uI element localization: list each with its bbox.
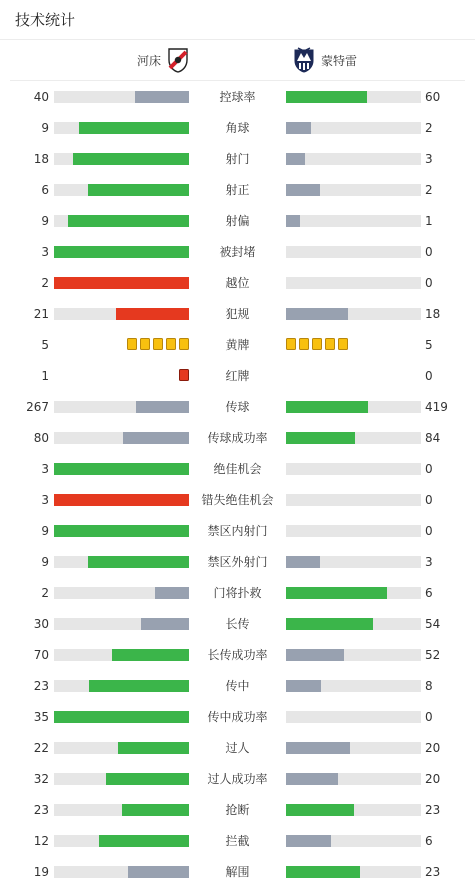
home-stat-value: 21 [33,307,49,321]
stat-row [0,144,475,175]
away-stat-value: 2 [425,121,433,135]
stat-label: 长传成功率 [207,648,268,662]
home-stat-value: 40 [33,90,49,104]
home-yellow-cards [127,338,189,352]
home-stat-value: 267 [26,400,49,414]
away-stat-bar [286,556,421,568]
home-stat-bar-fill [89,680,189,692]
away-stat-value: 18 [425,307,441,321]
away-stat-value: 54 [425,617,441,631]
stat-label: 禁区外射门 [207,555,268,569]
home-stat-value: 23 [33,803,49,817]
away-stat-bar [286,215,421,227]
stat-row [0,609,475,640]
home-stat-bar [54,649,189,661]
home-stat-value: 18 [33,152,49,166]
away-stat-value: 1 [425,214,433,228]
away-stat-value: 419 [425,400,448,414]
away-stat-bar-fill [286,432,355,444]
home-stat-value: 1 [41,369,49,383]
away-yellow-cards [286,338,348,352]
away-stat-bar-fill [286,866,360,878]
stat-row [0,299,475,330]
yellow-card-icon [166,338,176,350]
home-stat-bar-fill [155,587,189,599]
away-stat-value: 2 [425,183,433,197]
home-stat-value: 32 [33,772,49,786]
home-stat-bar-fill [128,866,189,878]
stat-row [0,764,475,795]
away-stat-value: 52 [425,648,441,662]
stat-row [0,547,475,578]
home-stat-bar-fill [54,711,189,723]
yellow-card-icon [286,338,296,350]
away-stat-bar [286,525,421,537]
home-stat-value: 9 [41,121,49,135]
home-team-name: 河床 [137,53,162,68]
away-stat-bar [286,587,421,599]
home-stat-bar [54,680,189,692]
away-team-name: 蒙特雷 [321,53,358,68]
home-stat-bar-fill [88,184,189,196]
stat-row [0,361,475,392]
home-stat-value: 9 [41,214,49,228]
away-stat-bar [286,711,421,723]
home-stat-bar-fill [136,401,189,413]
home-stat-value: 2 [41,586,49,600]
away-stat-bar [286,618,421,630]
home-stat-bar-fill [116,308,189,320]
home-stat-value: 19 [33,865,49,879]
stat-row [0,795,475,826]
home-stat-value: 35 [33,710,49,724]
home-stat-bar-fill [54,463,189,475]
yellow-card-icon [179,338,189,350]
home-stat-bar-fill [68,215,190,227]
away-stat-bar [286,246,421,258]
stat-label: 抢断 [225,803,250,817]
away-stat-value: 20 [425,772,441,786]
away-stat-value: 6 [425,834,433,848]
teams-row [10,40,465,81]
home-stat-value: 6 [41,183,49,197]
home-team[interactable] [137,40,189,80]
home-stat-bar [54,184,189,196]
stat-label: 控球率 [219,90,256,104]
away-stat-bar-fill [286,649,344,661]
stat-row [0,206,475,237]
yellow-card-icon [127,338,137,350]
away-stat-bar-fill [286,742,350,754]
home-stat-bar [54,153,189,165]
away-stat-bar-fill [286,215,300,227]
away-stat-value: 6 [425,586,433,600]
home-stat-value: 3 [41,245,49,259]
home-stat-bar [54,525,189,537]
home-stat-bar [54,866,189,878]
home-stat-bar [54,711,189,723]
page-title: 技术统计 [15,11,76,29]
away-stat-value: 0 [425,276,433,290]
home-stat-value: 5 [41,338,49,352]
home-stat-value: 9 [41,555,49,569]
home-stat-bar-fill [141,618,189,630]
red-card-icon [179,369,189,381]
stat-row [0,237,475,268]
stat-label: 红牌 [225,369,250,383]
stat-label: 过人 [225,741,250,755]
away-stat-bar [286,432,421,444]
away-stat-bar [286,649,421,661]
away-stat-bar-fill [286,184,320,196]
away-stat-bar [286,773,421,785]
stat-label: 犯规 [225,307,250,321]
home-stat-bar [54,804,189,816]
home-stat-bar-fill [54,494,189,506]
away-stat-value: 0 [425,462,433,476]
stat-row [0,671,475,702]
stat-row [0,826,475,857]
home-stat-bar-fill [106,773,189,785]
home-stat-bar-fill [54,525,189,537]
home-red-cards [179,369,189,383]
yellow-card-icon [338,338,348,350]
stat-label: 角球 [225,121,250,135]
away-stat-bar [286,463,421,475]
home-stat-bar-fill [122,804,190,816]
away-stat-value: 3 [425,152,433,166]
stat-row [0,857,475,888]
home-stat-bar [54,91,189,103]
stat-label: 拦截 [225,834,250,848]
away-stat-bar-fill [286,308,348,320]
home-stat-value: 80 [33,431,49,445]
home-stat-value: 12 [33,834,49,848]
stat-row [0,423,475,454]
away-stat-value: 60 [425,90,441,104]
away-stat-bar [286,742,421,754]
away-stat-value: 0 [425,245,433,259]
stat-row [0,702,475,733]
stat-row [0,454,475,485]
home-stat-bar-fill [112,649,189,661]
home-stat-bar [54,246,189,258]
stats-header [0,0,475,40]
away-stat-value: 20 [425,741,441,755]
away-stat-value: 0 [425,493,433,507]
home-stat-value: 23 [33,679,49,693]
away-stat-bar [286,153,421,165]
home-stat-value: 70 [33,648,49,662]
home-stat-bar [54,463,189,475]
home-stat-bar-fill [88,556,189,568]
away-stat-bar [286,866,421,878]
away-stat-bar [286,494,421,506]
stat-row [0,485,475,516]
home-stat-bar [54,494,189,506]
home-stat-bar [54,277,189,289]
home-stat-value: 3 [41,493,49,507]
stat-label: 被封堵 [219,245,256,259]
away-stat-bar-fill [286,835,331,847]
home-stat-bar-fill [123,432,189,444]
yellow-card-icon [140,338,150,350]
yellow-card-icon [325,338,335,350]
stat-label: 解围 [225,865,250,879]
away-stat-value: 5 [425,338,433,352]
away-stat-bar [286,835,421,847]
stat-row [0,578,475,609]
stat-row [0,640,475,671]
away-stat-bar-fill [286,773,338,785]
home-stat-bar [54,742,189,754]
away-stat-bar [286,308,421,320]
home-stat-bar [54,618,189,630]
home-stat-bar [54,308,189,320]
home-stat-bar [54,401,189,413]
away-stat-bar [286,184,421,196]
home-stat-bar-fill [99,835,189,847]
away-team[interactable] [293,40,357,80]
stat-row [0,330,475,361]
stat-row [0,516,475,547]
stat-row [0,113,475,144]
away-stat-bar-fill [286,618,373,630]
home-stat-bar [54,432,189,444]
stat-label: 射偏 [225,214,250,228]
stat-label: 传中成功率 [207,710,268,724]
home-stat-bar-fill [118,742,189,754]
away-stat-bar-fill [286,401,368,413]
river-plate-crest-icon [167,47,189,73]
stat-row [0,733,475,764]
stat-label: 禁区内射门 [207,524,268,538]
away-stat-value: 8 [425,679,433,693]
away-stat-value: 0 [425,710,433,724]
away-stat-value: 0 [425,524,433,538]
away-stat-value: 23 [425,803,441,817]
away-stat-bar-fill [286,804,354,816]
stat-row [0,268,475,299]
home-stat-value: 22 [33,741,49,755]
home-stat-bar [54,215,189,227]
stat-label: 黄牌 [225,338,250,352]
home-stat-value: 2 [41,276,49,290]
stats-list [0,82,475,888]
home-stat-bar [54,122,189,134]
home-stat-bar-fill [54,277,189,289]
stat-label: 错失绝佳机会 [201,493,274,507]
away-stat-bar-fill [286,680,321,692]
away-stat-value: 84 [425,431,441,445]
yellow-card-icon [312,338,322,350]
stat-row [0,82,475,113]
away-stat-bar [286,277,421,289]
stat-row [0,392,475,423]
home-stat-bar [54,773,189,785]
away-stat-bar-fill [286,91,367,103]
away-stat-bar-fill [286,556,320,568]
home-stat-bar-fill [54,246,189,258]
away-stat-value: 23 [425,865,441,879]
stat-label: 传球 [225,400,250,414]
away-stat-bar-fill [286,122,311,134]
stat-label: 射正 [225,183,250,197]
home-stat-bar-fill [135,91,189,103]
stat-label: 传球成功率 [207,431,268,445]
home-stat-bar-fill [79,122,189,134]
stat-label: 长传 [225,617,250,631]
away-stat-value: 3 [425,555,433,569]
home-stat-value: 30 [33,617,49,631]
stat-label: 门将扑救 [213,586,262,600]
stat-row [0,175,475,206]
away-stat-bar-fill [286,153,305,165]
away-stat-bar-fill [286,587,387,599]
home-stat-bar [54,835,189,847]
away-stat-value: 0 [425,369,433,383]
yellow-card-icon [299,338,309,350]
stat-label: 传中 [225,679,250,693]
stat-label: 绝佳机会 [213,462,262,476]
away-stat-bar [286,91,421,103]
home-stat-value: 9 [41,524,49,538]
away-stat-bar [286,680,421,692]
stat-label: 越位 [225,276,250,290]
home-stat-bar [54,556,189,568]
stat-label: 过人成功率 [207,772,268,786]
away-stat-bar [286,804,421,816]
home-stat-value: 3 [41,462,49,476]
away-stat-bar [286,122,421,134]
home-stat-bar-fill [73,153,189,165]
home-stat-bar [54,587,189,599]
stat-label: 射门 [225,152,250,166]
away-stat-bar [286,401,421,413]
yellow-card-icon [153,338,163,350]
monterrey-crest-icon [293,47,315,73]
